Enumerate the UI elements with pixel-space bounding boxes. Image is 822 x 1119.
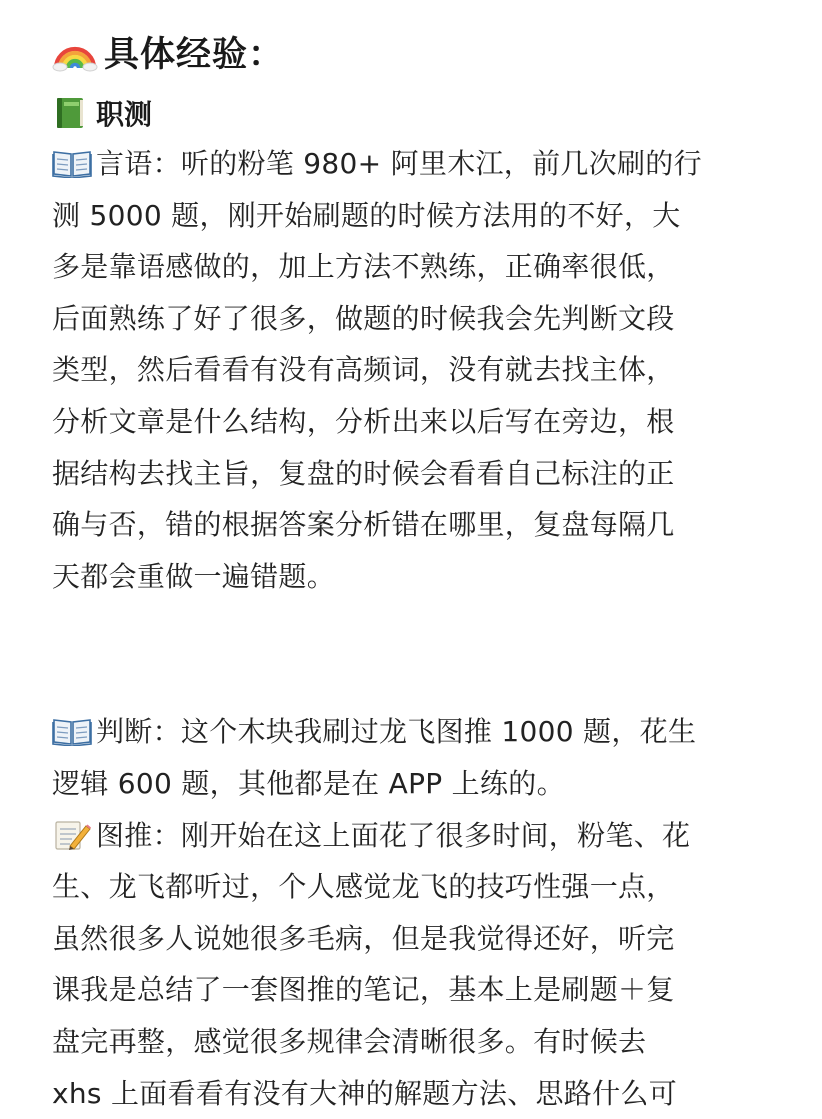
memo-icon <box>52 820 92 850</box>
green-book-icon <box>52 95 88 131</box>
paragraph-line: 测 5000 题，刚开始刷题的时候方法用的不好，大 <box>52 198 681 232</box>
paragraph-line: 言语：听的粉笔 980+ 阿里木江，前几次刷的行 <box>96 147 702 180</box>
paragraph-judgement <box>52 706 780 809</box>
paragraph-line: 图推：刚开始在这上面花了很多时间，粉笔、花 <box>96 818 691 852</box>
paragraph-line: 类型，然后看看有没有高频词，没有就去找主体， <box>52 353 675 387</box>
heading <box>52 28 780 76</box>
paragraph-line: 分析文章是什么结构，分析出来以后写在旁边，根 <box>52 404 675 438</box>
paragraph-line: 多是靠语感做的，加上方法不熟练，正确率很低， <box>52 250 675 284</box>
paragraph-line: xhs 上面看看有没有大神的解题方法、思路什么可 <box>52 1076 678 1110</box>
paragraph-verbal <box>52 138 780 602</box>
paragraph-line: 逻辑 600 题，其他都是在 APP 上练的。 <box>52 766 565 800</box>
paragraph-figure-reasoning <box>52 810 780 1119</box>
open-book-icon <box>52 148 92 178</box>
paragraph-line: 虽然很多人说她很多毛病，但是我觉得还好，听完 <box>52 921 675 955</box>
open-book-icon <box>52 716 92 746</box>
paragraph-line: 天都会重做一遍错题。 <box>52 559 336 593</box>
paragraph-line: 确与否，错的根据答案分析错在哪里，复盘每隔几 <box>52 508 675 542</box>
paragraph-line: 后面熟练了好了很多，做题的时候我会先判断文段 <box>52 301 675 335</box>
paragraph-gap <box>52 602 780 706</box>
paragraph-line: 判断：这个木块我刷过龙飞图推 1000 题，花生 <box>96 715 697 749</box>
heading-text: 具体经验： <box>104 35 285 75</box>
section-title <box>52 90 780 136</box>
paragraph-line: 据结构去找主旨，复盘的时候会看看自己标注的正 <box>52 456 675 490</box>
paragraph-line: 课我是总结了一套图推的笔记，基本上是刷题＋复 <box>52 973 675 1007</box>
paragraph-line: 生、龙飞都听过，个人感觉龙飞的技巧性强一点， <box>52 870 675 904</box>
rainbow-icon <box>52 32 98 72</box>
section-title-text: 职测 <box>96 98 153 131</box>
paragraph-line: 盘完再整，感觉很多规律会清晰很多。有时候去 <box>52 1024 647 1058</box>
